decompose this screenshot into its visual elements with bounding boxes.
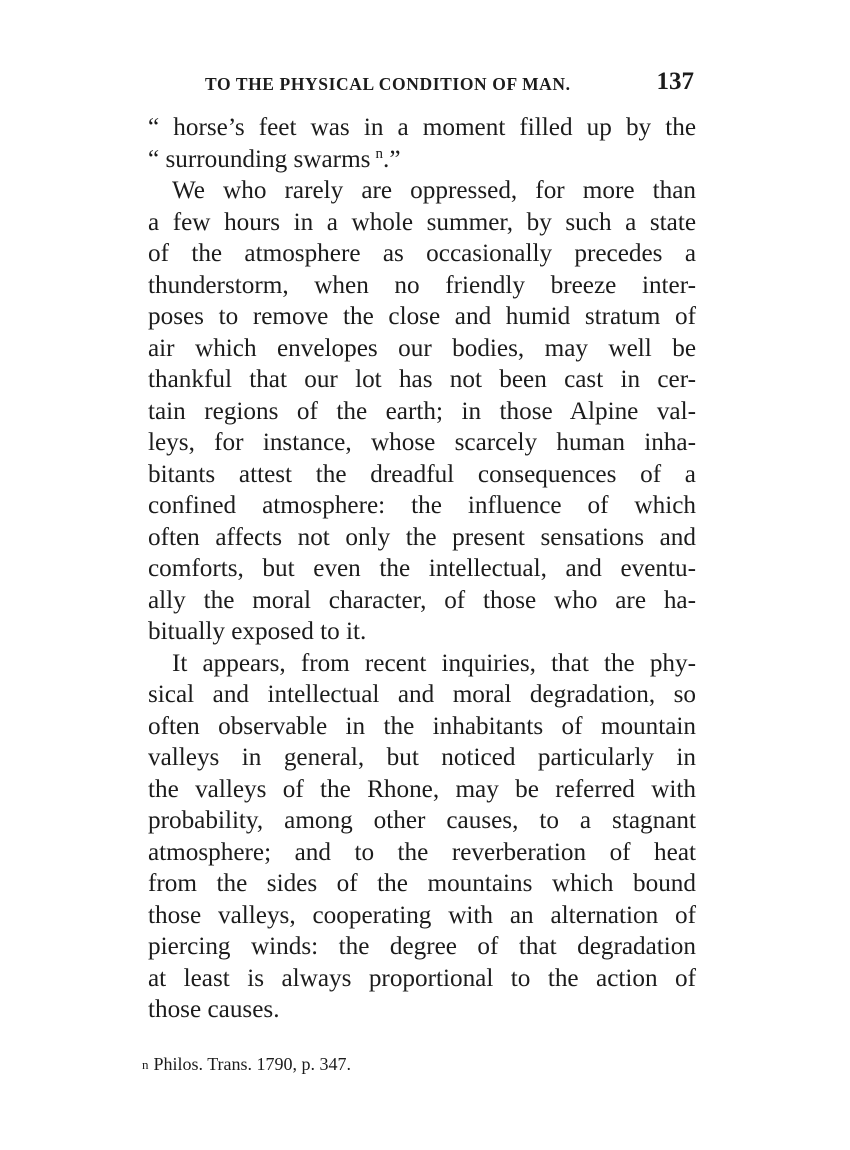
text-line: from the sides of the mountains which bound <box>148 870 696 897</box>
page-number: 137 <box>656 68 694 95</box>
body-text <box>148 112 696 1026</box>
footnote <box>142 1054 351 1075</box>
text-line: often observable in the inhabitants of mountain <box>148 712 696 740</box>
text-line: the valleys of the Rhone, may be referred with <box>148 775 696 803</box>
text-line: a few hours in a whole summer, by such a state <box>148 208 696 236</box>
running-title: TO THE PHYSICAL CONDITION OF MAN. <box>205 74 571 94</box>
text-line <box>148 144 696 176</box>
quote-close: .” <box>383 145 401 173</box>
text-line: comforts, but even the intellectual, and eventu- <box>148 555 696 582</box>
text-line: We who rarely are oppressed, for more than <box>172 177 696 204</box>
paragraph-quote-end <box>148 112 696 175</box>
text-line: those valleys, cooperating with an alternation of <box>148 901 696 929</box>
running-header <box>148 64 696 100</box>
text-line: often affects not only the present sensations and <box>148 523 696 551</box>
text-line: those causes. <box>148 996 280 1023</box>
text-line: valleys in general, but noticed particularly in <box>148 744 696 771</box>
footnote-mark: n <box>142 1057 149 1072</box>
paragraph-atmosphere <box>148 175 696 648</box>
footnote-reference: n <box>375 145 384 162</box>
text-line: atmosphere; and to the reverberation of heat <box>148 838 696 866</box>
text-line: air which envelopes our bodies, may well be <box>148 334 696 362</box>
text-line: confined atmosphere: the influence of which <box>148 492 696 519</box>
footnote-text: Philos. Trans. 1790, p. 347. <box>153 1054 352 1074</box>
text-line: of the atmosphere as occasionally precedes a <box>148 240 696 267</box>
text-line: bitants attest the dreadful consequences of a <box>148 460 696 488</box>
text-line: sical and intellectual and moral degradation, so <box>148 681 696 708</box>
text-line: thunderstorm, when no friendly breeze inter- <box>148 271 696 299</box>
text-line: bitually exposed to it. <box>148 618 367 645</box>
text-line: probability, among other causes, to a stagnant <box>148 807 696 834</box>
text-line: It appears, from recent inquiries, that the phy- <box>172 649 696 677</box>
paragraph-degradation <box>148 648 696 1026</box>
text-line: tain regions of the earth; in those Alpine val- <box>148 397 696 425</box>
text-line: piercing winds: the degree of that degradation <box>148 933 696 960</box>
text-line: ally the moral character, of those who are ha- <box>148 586 696 614</box>
text-line-content: “ surrounding swarms <box>148 145 371 173</box>
text-line: “ horse’s feet was in a moment filled up by the <box>148 114 696 141</box>
text-line: at least is always proportional to the action of <box>148 964 696 992</box>
text-line: thankful that our lot has not been cast in cer- <box>148 366 696 393</box>
text-line: poses to remove the close and humid stratum of <box>148 303 696 330</box>
text-line: leys, for instance, whose scarcely human inha- <box>148 429 696 456</box>
